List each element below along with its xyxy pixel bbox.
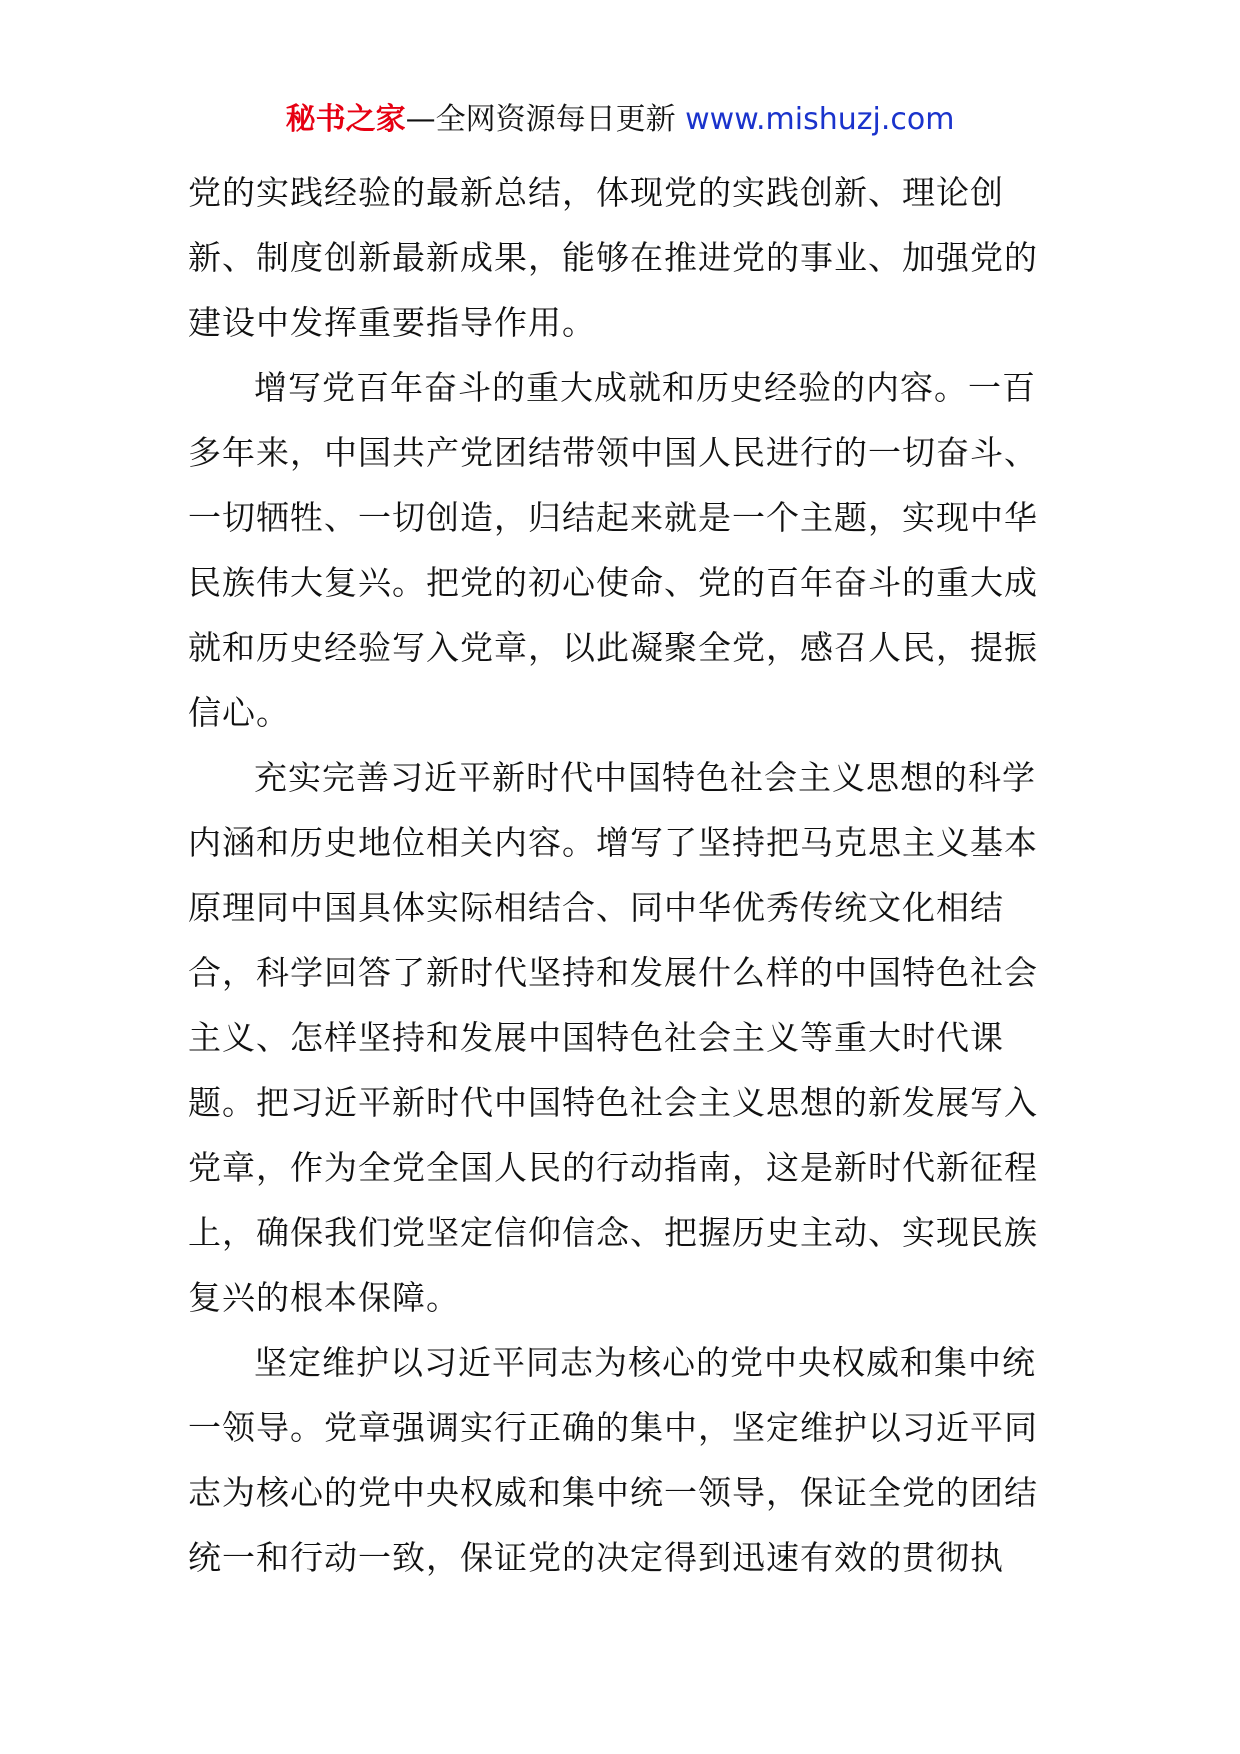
text-line: 题。把习近平新时代中国特色社会主义思想的新发展写入 (188, 1083, 1038, 1122)
text-line: 就和历史经验写入党章，以此凝聚全党，感召人民，提振 (188, 628, 1038, 667)
paragraph-start-line: 坚定维护以习近平同志为核心的党中央权威和集中统 (254, 1343, 1036, 1382)
text-line: 党的实践经验的最新总结，体现党的实践创新、理论创 (188, 173, 1004, 212)
text-line: 统一和行动一致，保证党的决定得到迅速有效的贯彻执 (188, 1538, 1004, 1577)
paragraph-start-line: 充实完善习近平新时代中国特色社会主义思想的科学 (254, 758, 1036, 797)
text-line: 原理同中国具体实际相结合、同中华优秀传统文化相结 (188, 888, 1004, 927)
text-line: 信心。 (188, 693, 290, 732)
text-line: 民族伟大复兴。把党的初心使命、党的百年奋斗的重大成 (188, 563, 1038, 602)
text-line: 建设中发挥重要指导作用。 (188, 303, 596, 342)
text-line: 内涵和历史地位相关内容。增写了坚持把马克思主义基本 (188, 823, 1038, 862)
site-brand: 秘书之家 (285, 102, 406, 137)
site-url-link[interactable]: www.mishuzj.com (685, 102, 955, 137)
text-line: 复兴的根本保障。 (188, 1278, 460, 1317)
page-header (0, 100, 1240, 140)
text-line: 一领导。党章强调实行正确的集中，坚定维护以习近平同 (188, 1408, 1038, 1447)
document-body (188, 160, 1058, 1590)
text-line: 上，确保我们党坚定信仰信念、把握历史主动、实现民族 (188, 1213, 1038, 1252)
text-line: 一切牺牲、一切创造，归结起来就是一个主题，实现中华 (188, 498, 1038, 537)
text-line: 主义、怎样坚持和发展中国特色社会主义等重大时代课 (188, 1018, 1004, 1057)
paragraph-start-line: 增写党百年奋斗的重大成就和历史经验的内容。一百 (254, 368, 1036, 407)
text-line: 志为核心的党中央权威和集中统一领导，保证全党的团结 (188, 1473, 1038, 1512)
site-tagline: —全网资源每日更新 (405, 102, 676, 137)
text-line: 党章，作为全党全国人民的行动指南，这是新时代新征程 (188, 1148, 1038, 1187)
text-line: 新、制度创新最新成果，能够在推进党的事业、加强党的 (188, 238, 1038, 277)
text-line: 多年来，中国共产党团结带领中国人民进行的一切奋斗、 (188, 433, 1038, 472)
text-line: 合，科学回答了新时代坚持和发展什么样的中国特色社会 (188, 953, 1038, 992)
